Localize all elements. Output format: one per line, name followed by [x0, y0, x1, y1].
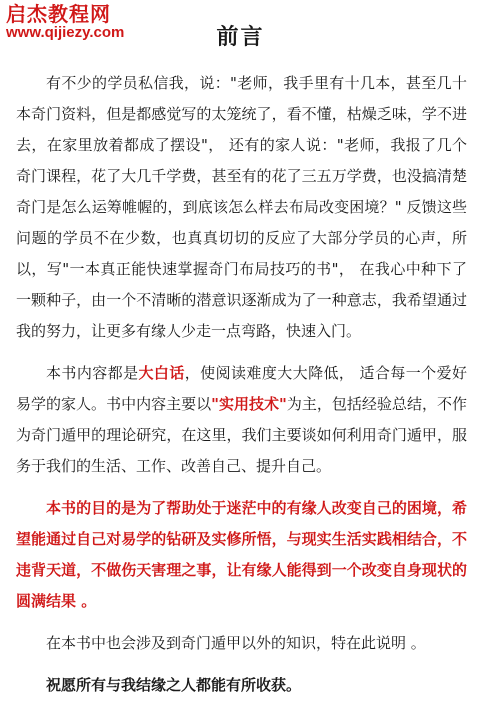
p2-text-e: 为主，包括经验总结，不作为奇门遁甲的理论研究，在这里，我们主要谈如何利用奇门遁甲，服务于我们的生活、工作、改善自己、提升自己。	[16, 395, 467, 475]
paragraph-2	[16, 358, 467, 482]
paragraph-3-purpose: 本书的目的是为了帮助处于迷茫中的有缘人改变自己的困境，希望能通过自己对易学的钻研及实修所悟，与现实生活实践相结合，不违背天道，不做伤天害理之事，让有缘人能得到一个改变自身现状的圆满结果 。	[16, 499, 467, 610]
p2-text-c: ，使阅读难度大大降低， 适合每一个爱好易学的家人。书中内容主要以	[16, 364, 467, 413]
p2-highlight-plain-language: 大白话	[138, 364, 185, 382]
paragraph-4: 在本书中也会涉及到奇门遁甲以外的知识，特在此说明 。	[46, 634, 426, 652]
p2-text-a: 本书内容都是	[46, 364, 139, 382]
p2-highlight-practical-tech: "实用技术"	[211, 395, 287, 413]
page-heading: 前言	[216, 25, 265, 50]
watermark-title: 启杰教程网	[6, 2, 111, 26]
watermark-url: www.qijiezy.com	[6, 24, 125, 41]
paragraph-5-blessing: 祝愿所有与我结缘之人都能有所收获。	[46, 676, 302, 694]
paragraph-1: 有不少的学员私信我，说："老师，我手里有十几本，甚至几十本奇门资料，但是都感觉写的太笼统了，看不懂，枯燥乏味，学不进去，在家里放着都成了摆设"， 还有的家人说："老师，我报了几个奇门课程，花了大几千学费，甚至有的花了三五万学费，也没搞清楚奇门是怎么运筹帷幄的，到底该怎么样去布局改变困境？" 反馈这些问题的学员不在少数，也真真切切的反应了大部分学员的心声，所以，写"一本真正能快速掌握奇门布局技巧的书"， 在我心中种下了一颗种子，由一个不清晰的潜意识逐渐成为了一种意志，我希望通过我的努力，让更多有缘人少走一点弯路，快速入门。	[16, 74, 467, 340]
document-body	[16, 68, 467, 712]
